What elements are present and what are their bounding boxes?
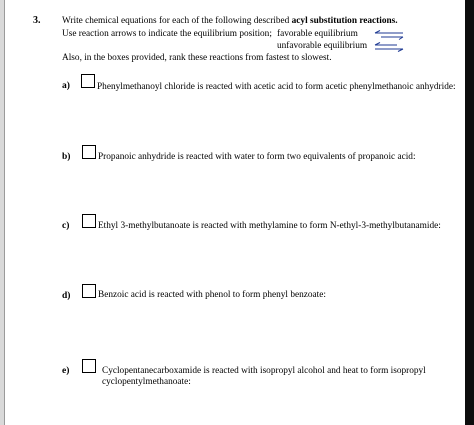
arrow-instruction: Use reaction arrows to indicate the equilibrium position; xyxy=(62,29,272,39)
rank-box-d[interactable] xyxy=(82,284,96,298)
rank-box-e[interactable] xyxy=(82,359,96,373)
unfavorable-label: unfavorable equilibrium xyxy=(277,41,368,51)
question-instruction xyxy=(62,16,398,27)
favorable-label: favorable equilibrium xyxy=(277,29,358,39)
favorable-equilibrium-arrow-icon xyxy=(373,30,405,40)
item-label-b: b) xyxy=(62,152,71,162)
unfavorable-equilibrium-arrow-icon xyxy=(371,42,405,52)
item-label-d: d) xyxy=(62,291,71,301)
rank-box-a[interactable] xyxy=(81,74,95,88)
item-label-a: a) xyxy=(62,81,70,91)
viewer-right-edge xyxy=(465,0,474,425)
instruction-text: Write chemical equations for each of the following described xyxy=(62,16,292,26)
item-label-e: e) xyxy=(62,366,70,376)
item-text-d: Benzoic acid is reacted with phenol to form phenyl benzoate: xyxy=(98,290,326,300)
item-text-a: Phenylmethanoyl chloride is reacted with acetic acid to form acetic phenylmethanoic anhydride: xyxy=(97,82,456,92)
item-text-b: Propanoic anhydride is reacted with water to form two equivalents of propanoic acid: xyxy=(98,152,416,162)
rank-box-b[interactable] xyxy=(82,145,96,159)
worksheet-page xyxy=(5,0,465,425)
ranking-instruction: Also, in the boxes provided, rank these reactions from fastest to slowest. xyxy=(62,53,332,63)
question-number: 3. xyxy=(33,15,41,26)
item-label-c: c) xyxy=(62,221,70,231)
rank-box-c[interactable] xyxy=(82,214,96,228)
item-text-c: Ethyl 3-methylbutanoate is reacted with methylamine to form N-ethyl-3-methylbutanamide: xyxy=(98,221,441,231)
item-text-e: Cyclopentanecarboxamide is reacted with isopropyl alcohol and heat to form isopropyl xyxy=(102,366,426,376)
instruction-emphasis: acyl substitution reactions. xyxy=(291,16,398,26)
item-text-e-continued: cyclopentylmethanoate: xyxy=(102,377,191,387)
